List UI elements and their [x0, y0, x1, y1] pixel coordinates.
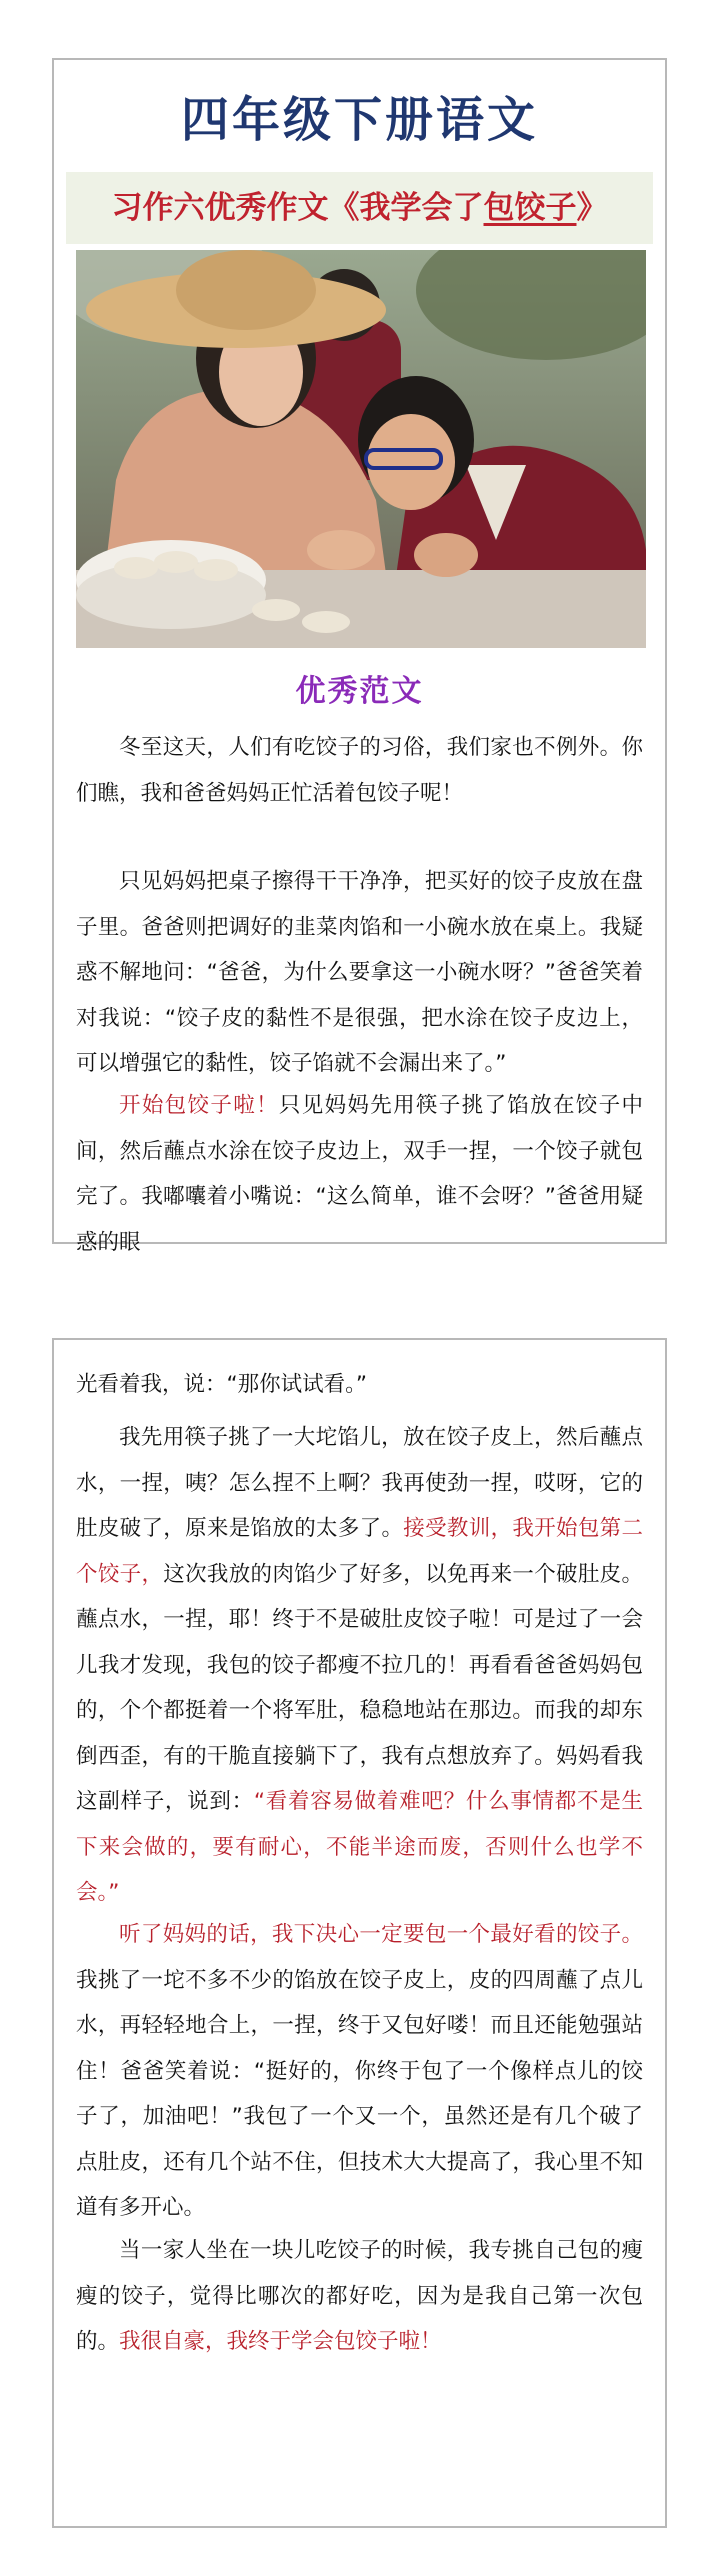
subtitle-emphasis: 包饺子 — [483, 190, 577, 226]
subtitle-banner — [66, 172, 653, 244]
essay-paragraph-3 — [76, 1083, 643, 1265]
dumpling-photo-illustration — [76, 250, 646, 648]
main-title: 四年级下册语文 — [180, 92, 538, 148]
essay-paragraph-2: 只见妈妈把桌子擦得干干净净，把买好的饺子皮放在盘子里。爸爸则把调好的韭菜肉馅和一小碗水放在桌上。我疑惑不解地问：“爸爸，为什么要拿这一小碗水呀？”爸爸笑着对我说：“饺子皮的黏性不是很强，把水涂在饺子皮边上，可以增强它的黏性，饺子馅就不会漏出来了。” — [76, 869, 643, 1076]
essay-paragraph-4 — [76, 1415, 643, 1916]
paragraph-text: 只见妈妈先用筷子挑了馅放在饺子中间，然后蘸点水涂在饺子皮边上，双手一捏，一个饺子就包完了。我嘟囔着小嘴说：“这么简单，谁不会呀？”爸爸用疑惑的眼 — [76, 1093, 643, 1255]
paragraph-text: 这次我放的肉馅少了好多，以免再来一个破肚皮。蘸点水，一捏，耶！终于不是破肚皮饺子啦！可是过了一会儿我才发现，我包的饺子都瘦不拉几的！再看看爸爸妈妈包的，个个都挺着一个将军肚，稳稳地站在那边。而我的却东倒西歪，有的干脆直接躺下了，我有点想放弃了。妈妈看我这副样子，说到： — [76, 1561, 643, 1814]
highlight-text: 听了妈妈的话，我下决心一定要包一个最好看的饺子。 — [119, 1922, 643, 1947]
paragraph-text: 我挑了一坨不多不少的馅放在饺子皮上，皮的四周蘸了点儿水，再轻轻地合上，一捏，终于又包好喽！而且还能勉强站住！爸爸笑着说：“挺好的，你终于包了一个像样点儿的饺子了，加油吧！”我包了一个又一个，虽然还是有几个破了点肚皮，还有几个站不住，但技术大大提高了，我心里不知道有多开心。 — [76, 1967, 643, 2220]
paragraph-text: 当一家人坐在一块儿吃饺子的时候，我专挑自己包的瘦瘦的饺子，觉得比哪次的都好吃，因为是我自己第一次包的。 — [76, 2238, 643, 2354]
highlight-quote: “看着容易做着难吧？什么事情都不是生下来会做的，要有耐心，不能半途而废，否则什么也学不会。” — [76, 1789, 643, 1905]
essay-paragraph-6 — [76, 2228, 643, 2365]
section-heading: 优秀范文 — [295, 674, 424, 709]
essay-paragraph-5 — [76, 1912, 643, 2231]
article-card-bottom — [52, 1338, 667, 2528]
article-card-top — [52, 58, 667, 1255]
highlight-text: 我很自豪，我终于学会包饺子啦！ — [119, 2329, 442, 2354]
paragraph-text: 我先用筷子挑了一大坨馅儿，放在饺子皮上，然后蘸点水，一捏，咦？怎么捏不上啊？我再使劲一捏，哎呀，它的肚皮破了，原来是馅放的太多了。 — [76, 1425, 643, 1541]
essay-paragraph-1: 冬至这天，人们有吃饺子的习俗，我们家也不例外。你们瞧，我和爸爸妈妈正忙活着包饺子呢！ — [76, 735, 643, 806]
essay-paragraph-3-continued: 光看着我，说：“那你试试看。” — [76, 1372, 368, 1397]
subtitle-suffix: 》 — [576, 190, 608, 226]
highlight-text: 接受教训，我开始包第二个饺子， — [76, 1516, 643, 1587]
highlight-text: 开始包饺子啦！ — [119, 1093, 279, 1118]
subtitle-prefix: 习作六优秀作文《我学会了 — [111, 190, 484, 226]
photo-mother-and-son-making-dumplings — [76, 250, 646, 648]
